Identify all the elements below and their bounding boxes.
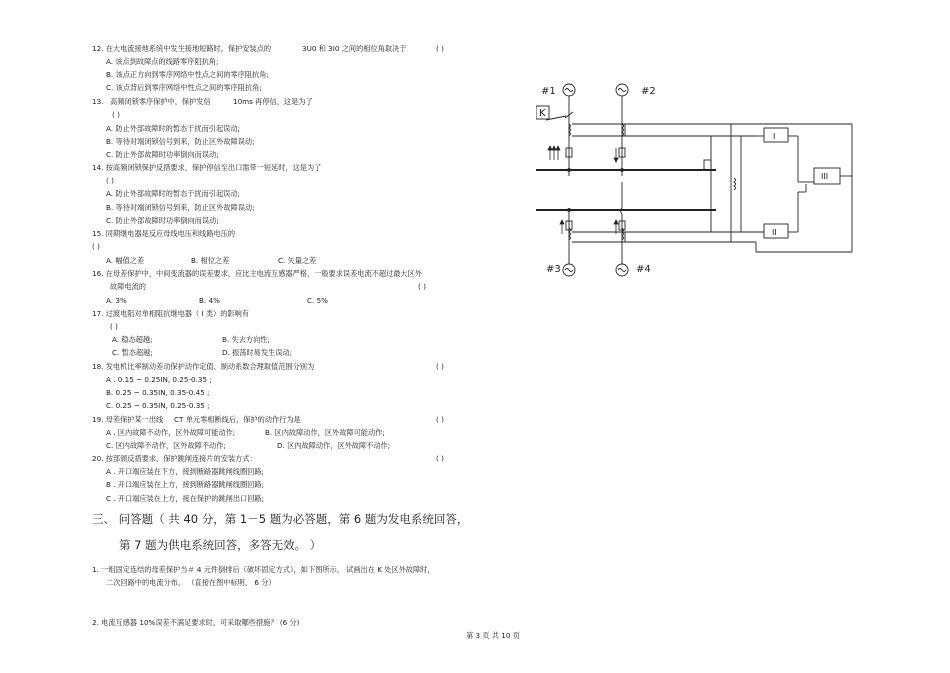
q12-option-c: C. 该点背后到零序网络中性点之间的零序阻抗角; [106, 83, 262, 92]
relay-1-label: I [773, 132, 776, 141]
q20-option-a: A . 开口端应装在下方，接到断路器跳闸线圈回路; [106, 467, 264, 476]
q16-stem-continued: 故障电流的 [110, 282, 146, 291]
aux-ct-coil [734, 178, 736, 190]
generator-1-label: #1 [541, 86, 556, 97]
section-3-heading: 三、 问答题（ 共 40 分，第 1－5 题为必答题，第 6 题为发电系统回答， [92, 512, 469, 526]
q15-option-a: A. 幅值之差 [106, 256, 145, 265]
q16-answer-blank: ( ) [418, 282, 426, 291]
q16-stem: 16. 在母差保护中，中间变流器的误差要求，应比主电流互感器严格，一般要求误差电流不超过最大区外 [92, 269, 422, 278]
q12-option-a: A. 该点到故障点的线路零序阻抗角; [106, 57, 219, 66]
relay-2-label: II [772, 228, 777, 237]
q20-option-c: C . 开口端应装在上方，接在保护的跳闸出口回路; [106, 494, 265, 503]
qa1-line2: 二次回路中的电流分布。 （直接在图中标明， 6 分） [106, 578, 276, 587]
q14-answer-blank: ( ) [106, 176, 114, 185]
q12-formula: 3U0 和 3I0 之间的相位角取决于 [302, 44, 407, 53]
q20-option-b: B . 开口端应装在上方，接到断路器跳闸线圈回路; [106, 480, 264, 489]
qa1-line1: 1. 一组固定连结的母差保护当＃ 4 元件倒排后（破坏固定方式），如下图所示， 试画出在 K 处区外故障时， [92, 565, 435, 574]
page-footer: 第 3 页 共 10 页 [466, 631, 520, 640]
q12-answer-blank: ( ) [436, 44, 444, 53]
q13-stem: 高频闭锁零序保护中，保护发信 [110, 97, 211, 106]
fault-k-label: K [539, 108, 546, 119]
q15-answer-blank: ( ) [92, 242, 100, 251]
relay-3-label: III [821, 172, 829, 181]
relay-1-box [764, 128, 788, 142]
q19-answer-blank: ( ) [436, 415, 444, 424]
q18-answer-blank: ( ) [436, 362, 444, 371]
q19-ct: CT 单元零相断线后，保护的动作行为是 [174, 415, 301, 424]
q16-option-a: A. 3% [106, 296, 127, 305]
q19-option-a: A . 区内故障不动作，区外故障可能动作; [106, 428, 236, 437]
q13-option-b: B. 等待对端闭锁信号到来，防止区外故障误动; [106, 137, 255, 146]
busbar-protection-diagram [536, 82, 860, 278]
q12-stem: 12. 在大电流接地系统中发生接地短路时，保护安装点的 [92, 44, 272, 53]
q16-option-b: B. 4% [199, 296, 220, 305]
q18-stem: 18. 发电机比率制动差动保护动作定值、制动系数合理取值范围分别为 [92, 362, 315, 371]
q20-stem: 20. 按部颁反措要求，保护跳闸连接片的安装方式： [92, 454, 257, 463]
q17-option-b: B. 失去方向性; [222, 335, 270, 344]
q15-option-c: C. 矢量之差 [278, 256, 317, 265]
q14-option-c: C. 防止外部故障时功率倒向而误动; [106, 216, 219, 225]
q14-stem: 14. 按高频闭锁保护反措要求，保护停信至出口需带一短延时，这是为了 [92, 163, 322, 172]
section-3-note: 第 7 题为供电系统回答，多答无效。 ） [119, 538, 322, 552]
feeder-4-line [621, 182, 623, 264]
q15-stem: 15. 同期继电器是反应母线电压和线路电压的 [92, 229, 236, 238]
q15-option-b: B. 相位之差 [191, 256, 230, 265]
q17-answer-blank: ( ) [110, 322, 118, 331]
q13-number: 13. [92, 97, 104, 106]
generator-4-label: #4 [636, 264, 651, 275]
q13-option-c: C. 防止外部故障时功率倒向而误动; [106, 150, 219, 159]
q18-option-c: C. 0.25 ~ 0.35IN, 0.25-0.35 ; [106, 401, 210, 410]
q17-stem: 17. 过渡电阻对单相阻抗继电器（ I 类）的影响有 [92, 309, 249, 318]
qa2-line1: 2. 电流互感器 10%误差不满足要求时，可采取哪些措施？ (6 分) [92, 618, 300, 627]
q19-option-b: B. 区内故障动作，区外故障可能动作; [265, 428, 385, 437]
q18-option-a: A . 0.15 ~ 0.25IN, 0.25-0.35 ; [106, 375, 212, 384]
q20-answer-blank: ( ) [436, 454, 444, 463]
q17-option-a: A. 稳态超越; [112, 335, 153, 344]
q13-answer-blank: ( ) [112, 110, 120, 119]
q14-option-b: B. 等待对端闭锁信号到来，防止区外故障误动; [106, 203, 255, 212]
q18-option-b: B. 0.25 ~ 0.35IN, 0.35-0.45 ; [106, 388, 210, 397]
q13-option-a: A. 防止外部故障时的暂态干扰而引起误动; [106, 124, 240, 133]
q17-option-d: D. 振荡时易发生误动; [222, 348, 293, 357]
q16-option-c: C. 5% [307, 296, 328, 305]
generator-2-label: #2 [641, 86, 656, 97]
q14-option-a: A. 防止外部故障时的暂态干扰而引起误动; [106, 189, 240, 198]
q13-time: 10ms 再停信，这是为了 [233, 97, 313, 106]
q12-option-b: B. 该点正方向到零序网络中性点之间的零序阻抗角; [106, 70, 269, 79]
q17-option-c: C. 暂态超越; [112, 348, 153, 357]
aux-element [704, 160, 711, 170]
q19-option-c: C. 区内故障不动作，区外故障不动作; [106, 441, 226, 450]
q19-stem: 19. 母差保护某一出线 [92, 415, 164, 424]
generator-3-label: #3 [546, 264, 561, 275]
q19-option-d: D. 区内故障动作，区外故障不动作; [277, 441, 391, 450]
